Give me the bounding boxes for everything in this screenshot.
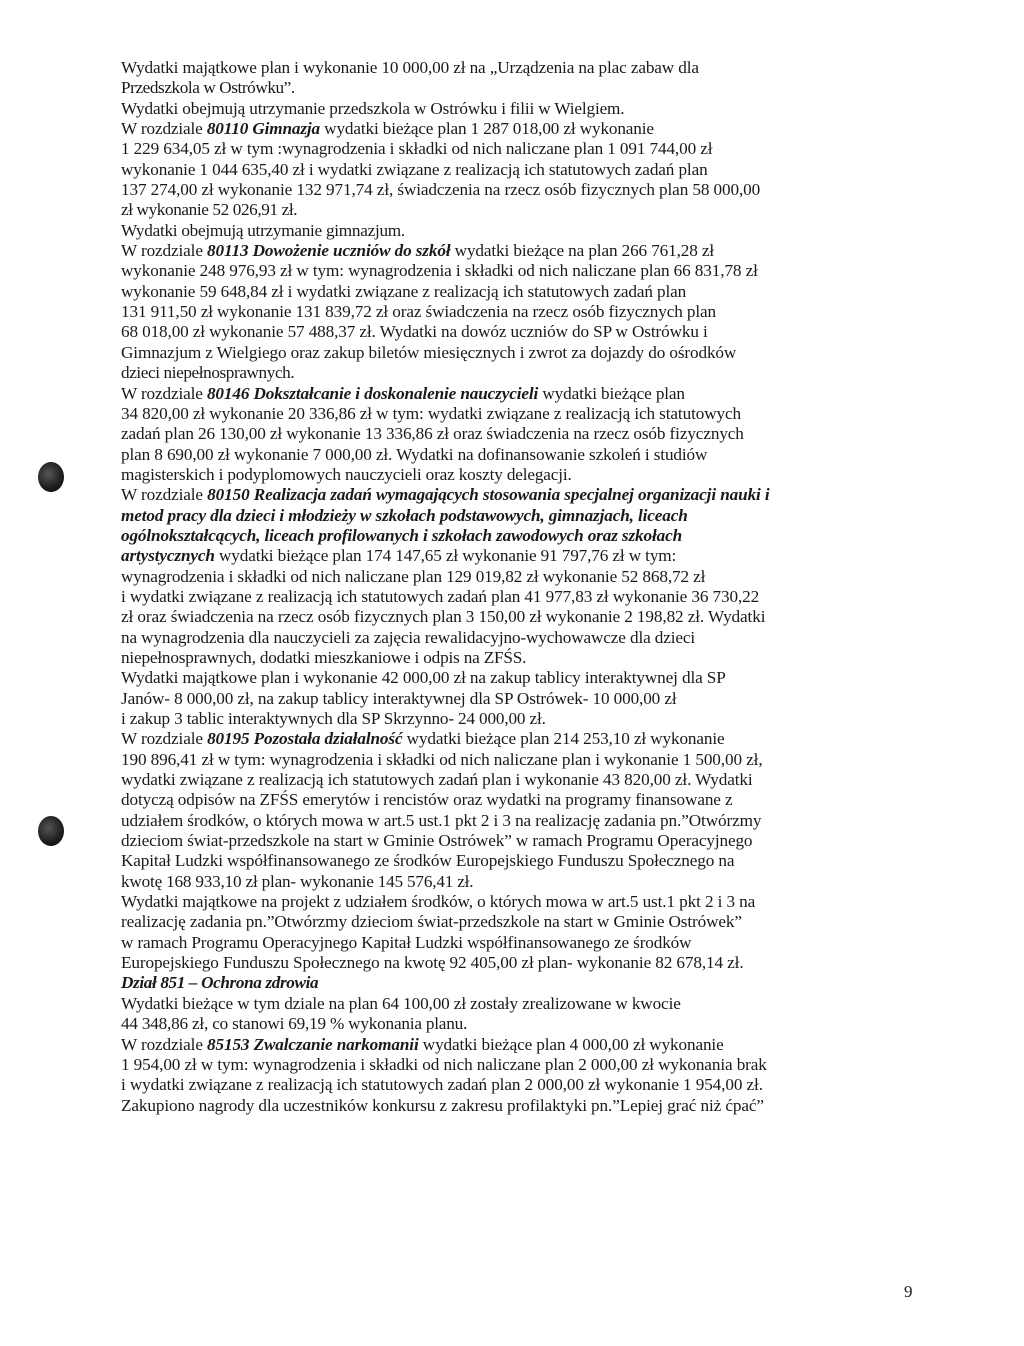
text-line — [121, 180, 921, 200]
text-line — [121, 628, 921, 648]
text-line — [121, 770, 921, 790]
text-line — [121, 261, 921, 281]
text-run: zł oraz świadczenia na rzecz osób fizycznych plan 3 150,00 zł wykonanie 2 198,82 zł. Wydatki — [121, 607, 766, 627]
text-run: wykonanie 1 044 635,40 zł i wydatki związane z realizacją ich statutowych zadań plan — [121, 159, 708, 179]
text-line — [121, 831, 921, 851]
punch-hole-top — [38, 462, 64, 492]
text-run: i wydatki związane z realizacją ich statutowych zadań plan 2 000,00 zł wykonanie 1 954,00 zł. — [121, 1075, 763, 1095]
text-line — [121, 1014, 921, 1034]
text-line — [121, 119, 921, 139]
text-run: dotyczą odpisów na ZFŚS emerytów i rencistów oraz wydatki na programy finansowane z — [121, 790, 733, 810]
text-line — [121, 709, 921, 729]
text-run: magisterskich i podyplomowych nauczycieli oraz koszty delegacji. — [121, 464, 572, 484]
text-run: 68 018,00 zł wykonanie 57 488,37 zł. Wydatki na dowóz uczniów do SP w Ostrówku i — [121, 322, 708, 342]
emphasized-heading: 80110 Gimnazja — [206, 119, 321, 139]
page-number: 9 — [904, 1282, 913, 1301]
text-run: dzieciom świat-przedszkole na start w Gminie Ostrówek” w ramach Programu Operacyjnego — [121, 831, 753, 851]
text-line — [121, 953, 921, 973]
text-run: na wynagrodzenia dla nauczycieli za zajęcia rewalidacyjno-wychowawcze dla dzieci — [121, 627, 696, 647]
text-run: Gimnazjum z Wielgiego oraz zakup biletów miesięcznych i zwrot za dojazdy do ośrodków — [121, 342, 737, 362]
text-run: W rozdziale — [121, 241, 208, 261]
text-run: i zakup 3 tablic interaktywnych dla SP Skrzynno- 24 000,00 zł. — [121, 709, 546, 728]
text-line — [121, 465, 921, 485]
text-line — [121, 241, 921, 261]
emphasized-heading: 80146 Dokształcanie i doskonalenie nauczycieli — [206, 383, 539, 403]
text-run: W rozdziale — [121, 729, 208, 749]
emphasized-heading: ogólnokształcących, liceach profilowanych i szkołach zawodowych oraz szkołach — [121, 525, 683, 545]
text-run: W rozdziale — [121, 485, 208, 505]
text-run: wykonanie 248 976,93 zł w tym: wynagrodzenia i składki od nich naliczane plan 66 831,78 zł — [121, 261, 758, 281]
text-run: plan 8 690,00 zł wykonanie 7 000,00 zł. Wydatki na dofinansowanie szkoleń i studiów — [121, 444, 708, 464]
text-run: wynagrodzenia i składki od nich naliczane plan 129 019,82 zł wykonanie 52 868,72 zł — [121, 566, 706, 586]
text-line — [121, 58, 921, 78]
text-line — [121, 567, 921, 587]
text-run: realizację zadania pn.”Otwórzmy dzieciom świat-przedszkole na start w Gminie Ostrówek” — [121, 912, 742, 932]
text-run: Europejskiego Funduszu Społecznego na kwotę 92 405,00 zł plan- wykonanie 82 678,14 zł. — [121, 953, 744, 973]
text-line — [121, 729, 921, 749]
text-run: 137 274,00 zł wykonanie 132 971,74 zł, świadczenia na rzecz osób fizycznych plan 58 000,00 — [121, 180, 761, 200]
text-run: w ramach Programu Operacyjnego Kapitał Ludzki współfinansowanego ze środków — [121, 932, 692, 952]
text-line — [121, 1096, 921, 1116]
text-run: i wydatki związane z realizacją ich statutowych zadań plan 41 977,83 zł wykonanie 36 730,22 — [121, 586, 760, 606]
text-line — [121, 160, 921, 180]
text-line — [121, 526, 921, 546]
text-line — [121, 933, 921, 953]
emphasized-heading: 80195 Pozostała działalność — [207, 729, 403, 749]
text-line — [121, 322, 921, 342]
emphasized-heading: metod pracy dla dzieci i młodzieży w szkołach podstawowych, gimnazjach, liceach — [121, 505, 688, 525]
text-run: 1 229 634,05 zł w tym :wynagrodzenia i składki od nich naliczane plan 1 091 744,00 zł — [121, 139, 713, 159]
text-line — [121, 546, 921, 566]
text-line — [121, 78, 921, 98]
emphasized-heading: 85153 Zwalczanie narkomanii — [207, 1034, 419, 1054]
text-line — [121, 587, 921, 607]
emphasized-heading: 80150 Realizacja zadań wymagających stosowania specjalnej organizacji nauki i — [207, 485, 770, 505]
text-line — [121, 1075, 921, 1095]
text-run: zł wykonanie 52 026,91 zł. — [121, 200, 298, 220]
text-run: wydatki bieżące plan 1 287 018,00 zł wykonanie — [320, 119, 654, 139]
text-run: udziałem środków, o których mowa w art.5 ust.1 pkt 2 i 3 na realizację zadania pn.”Otwórzmy — [121, 810, 762, 830]
text-run: Wydatki obejmują utrzymanie przedszkola w Ostrówku i filii w Wielgiem. — [121, 98, 625, 118]
text-line — [121, 994, 921, 1014]
text-run: wydatki bieżące na plan 266 761,28 zł — [450, 241, 715, 261]
text-run: Janów- 8 000,00 zł, na zakup tablicy interaktywnej dla SP Ostrówek- 10 000,00 zł — [121, 688, 677, 708]
text-line — [121, 811, 921, 831]
text-run: wydatki bieżące plan — [538, 383, 685, 403]
text-line — [121, 200, 921, 220]
text-line — [121, 790, 921, 810]
text-run: wydatki bieżące plan 4 000,00 zł wykonanie — [418, 1034, 724, 1054]
text-run: 34 820,00 zł wykonanie 20 336,86 zł w tym: wydatki związane z realizacją ich statutowych — [121, 403, 741, 423]
text-run: Wydatki majątkowe na projekt z udziałem środków, o których mowa w art.5 ust.1 pkt 2 i 3 na — [121, 892, 756, 912]
text-line — [121, 302, 921, 322]
emphasized-heading: Dział 851 – Ochrona zdrowia — [121, 973, 319, 993]
text-line — [121, 384, 921, 404]
text-line — [121, 424, 921, 444]
text-run: W rozdziale — [121, 383, 207, 403]
text-line — [121, 668, 921, 688]
text-line — [121, 485, 921, 505]
text-line — [121, 445, 921, 465]
text-line — [121, 282, 921, 302]
page-body-text — [121, 58, 921, 1116]
text-line — [121, 872, 921, 892]
punch-hole-bottom — [38, 816, 64, 846]
emphasized-heading: 80113 Dowożenie uczniów do szkół — [207, 241, 451, 261]
text-run: Wydatki majątkowe plan i wykonanie 10 000,00 zł na „Urządzenia na plac zabaw dla — [121, 58, 699, 77]
text-run: Wydatki majątkowe plan i wykonanie 42 000,00 zł na zakup tablicy interaktywnej dla SP — [121, 668, 726, 688]
text-run: dzieci niepełnosprawnych. — [121, 363, 295, 383]
text-line — [121, 221, 921, 241]
emphasized-heading: artystycznych — [121, 546, 215, 566]
text-line — [121, 750, 921, 770]
text-run: wykonanie 59 648,84 zł i wydatki związane z realizacją ich statutowych zadań plan — [121, 281, 687, 301]
text-run: Wydatki obejmują utrzymanie gimnazjum. — [121, 220, 405, 240]
text-line — [121, 506, 921, 526]
text-run: Zakupiono nagrody dla uczestników konkursu z zakresu profilaktyki pn.”Lepiej grać niż ćpać” — [121, 1095, 764, 1115]
text-run: zadań plan 26 130,00 zł wykonanie 13 336,86 zł oraz świadczenia na rzecz osób fizycznych — [121, 424, 744, 444]
text-run: niepełnosprawnych, dodatki mieszkaniowe i odpis na ZFŚS. — [121, 647, 527, 667]
text-line — [121, 1035, 921, 1055]
text-line — [121, 404, 921, 424]
text-line — [121, 973, 921, 993]
text-run: 131 911,50 zł wykonanie 131 839,72 zł oraz świadczenia na rzecz osób fizycznych plan — [121, 302, 717, 322]
text-line — [121, 648, 921, 668]
text-line — [121, 892, 921, 912]
text-line — [121, 607, 921, 627]
text-line — [121, 343, 921, 363]
text-run: Przedszkola w Ostrówku”. — [121, 78, 295, 98]
text-run: W rozdziale — [121, 119, 207, 139]
text-run: 44 348,86 zł, co stanowi 69,19 % wykonania planu. — [121, 1014, 468, 1034]
text-run: 190 896,41 zł w tym: wynagrodzenia i składki od nich naliczane plan i wykonanie 1 500,00 zł, — [121, 749, 763, 769]
text-line — [121, 1055, 921, 1075]
text-run: W rozdziale — [121, 1034, 208, 1054]
text-line — [121, 139, 921, 159]
text-run: wydatki związane z realizacją ich statutowych zadań plan i wykonanie 43 820,00 zł. Wydatki — [121, 770, 753, 790]
text-run: kwotę 168 933,10 zł plan- wykonanie 145 576,41 zł. — [121, 871, 474, 891]
text-line — [121, 363, 921, 383]
text-run: wydatki bieżące plan 214 253,10 zł wykonanie — [402, 729, 725, 749]
text-line — [121, 851, 921, 871]
text-line — [121, 99, 921, 119]
text-run: Kapitał Ludzki współfinansowanego ze środków Europejskiego Funduszu Społecznego na — [121, 851, 735, 871]
text-line — [121, 912, 921, 932]
text-run: Wydatki bieżące w tym dziale na plan 64 100,00 zł zostały zrealizowane w kwocie — [121, 993, 681, 1013]
text-line — [121, 689, 921, 709]
text-run: wydatki bieżące plan 174 147,65 zł wykonanie 91 797,76 zł w tym: — [214, 546, 677, 566]
text-run: 1 954,00 zł w tym: wynagrodzenia i składki od nich naliczane plan 2 000,00 zł wykonania brak — [121, 1054, 767, 1074]
